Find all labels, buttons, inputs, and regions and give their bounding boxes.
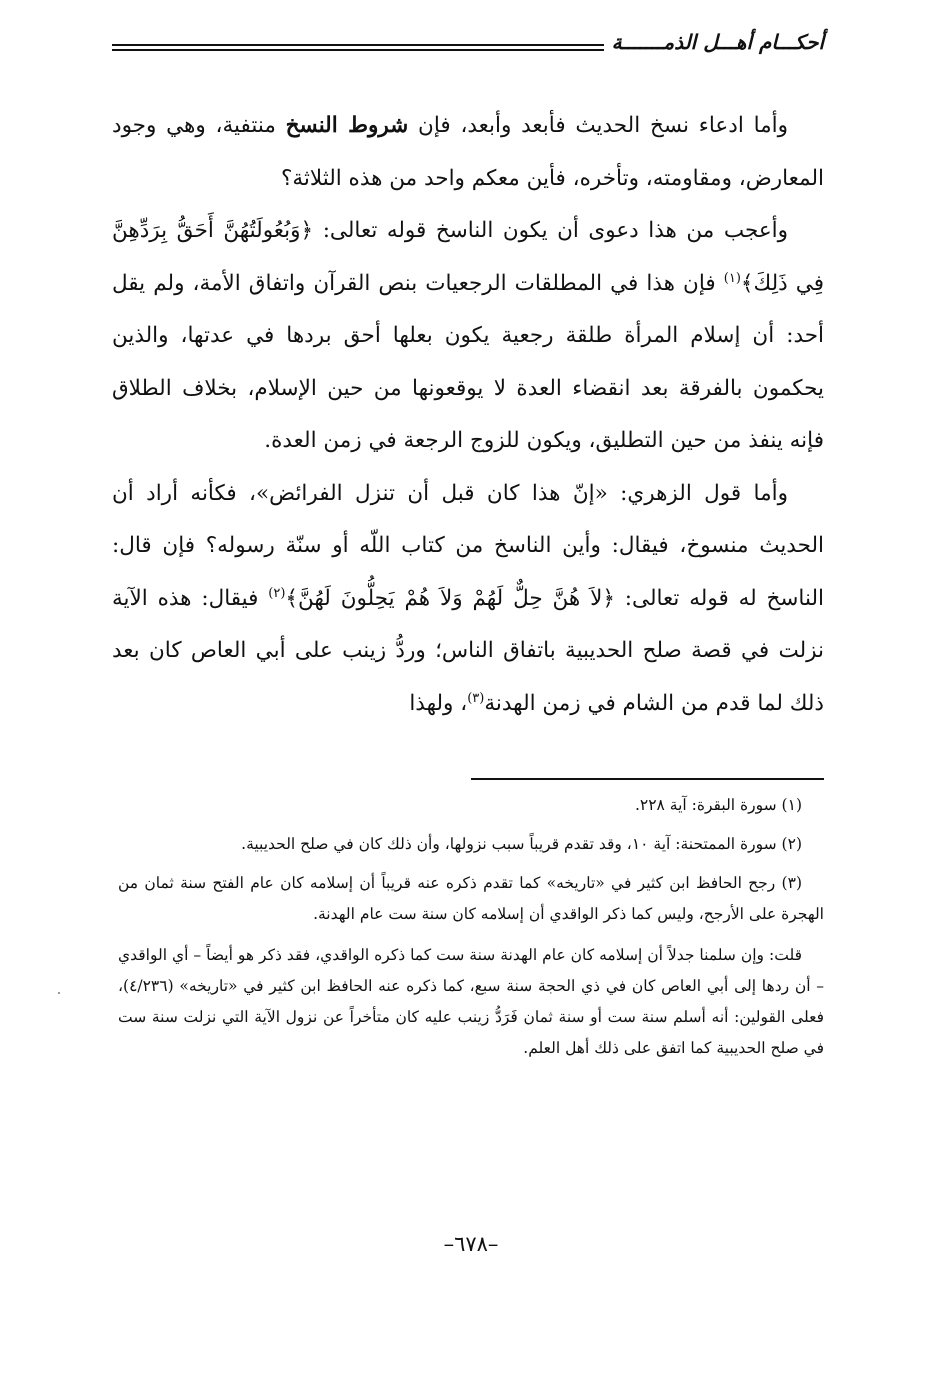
page-number: –٦٧٨– — [443, 1232, 499, 1256]
footnote-ref: (٢) — [268, 585, 286, 601]
running-header — [112, 26, 824, 66]
quran-verse: ﴿لاَ هُنَّ حِلٌّ لَهُمْ وَلاَ هُمْ يَحِلُّونَ لَهُنَّ﴾ — [285, 585, 615, 611]
footnote-3: (٣) رجح الحافظ ابن كثير في «تاريخه» كما تقدم ذكره عنه قريباً أن إسلامه كان عام الفتح سنة ثمان من الهجرة على الأرجح، وليس كما ذكر الواقدي أن إسلامه كان سنة ست عام الهدنة. — [118, 874, 824, 923]
footnote-ref: (١) — [723, 270, 741, 286]
footnote-1: (١) سورة البقرة: آية ٢٢٨. — [634, 796, 802, 814]
footnote-separator — [471, 778, 824, 780]
footnote-ref: (٣) — [467, 690, 485, 706]
paragraph-3: وأما قول الزهري: «إنّ هذا كان قبل أن تنزل الفرائض»، فكأنه أراد أن الحديث منسوخ، فيقال: وأين الناسخ من كتاب اللّه أو سنّة رسوله؟ فإن قال: الناسخ له قوله تعالى: ﴿لاَ هُنَّ حِلٌّ لَهُمْ وَلاَ هُمْ يَحِلُّونَ لَهُنَّ﴾$^{(٢)}$ فيقال: هذه الآية نزلت في قصة صلح الحديبية باتفاق الناس؛ وردُّ زينب على أبي العاص كان بعد ذلك لما قدم من الشام في زمن الهدنة$^{(٣)}$، ولهذا — [112, 480, 824, 716]
header-title: أحكـــام أهـــل الذمـــــــة — [604, 26, 824, 58]
footnote-3-note: قلت: وإن سلمنا جدلاً أن إسلامه كان عام الهدنة سنة ست كما ذكره الواقدي، فقد ذكر هو أيضاً – أي الواقدي – أن ردها إلى أبي العاص كان في ذي الحجة سنة سبع، كما ذكره عنه الحافظ ابن كثير في «تاريخه» (٤/٢٣٦)، فعلى القولين: أنه أسلم سنة ست أو سنة ثمان فَرَدُّ زينب عليه كان متأخراً عن نزول الآية التي نزلت سنة ست في صلح الحديبية كما اتفق على ذلك أهل العلم. — [118, 946, 824, 1057]
paragraph-1: وأما ادعاء نسخ الحديث فأبعد وأبعد، فإن شروط النسخ منتفية، وهي وجود المعارض، ومقاومته، وتأخره، فأين معكم واحد من هذه الثلاثة؟ — [112, 113, 824, 191]
footnotes — [118, 790, 824, 1072]
quran-verse: ﴿وَبُعُولَتُهُنَّ أَحَقُّ بِرَدِّهِنَّ فِي ذَلِكَ﴾ — [112, 218, 824, 296]
main-text — [112, 100, 824, 730]
margin-speck — [58, 992, 60, 994]
paragraph-2: وأعجب من هذا دعوى أن يكون الناسخ قوله تعالى: ﴿وَبُعُولَتُهُنَّ أَحَقُّ بِرَدِّهِنَّ فِي ذَلِكَ﴾$^{(١)}$ فإن هذا في المطلقات الرجعيات بنص القرآن واتفاق الأمة، ولم يقل أحد: أن إسلام المرأة طلقة رجعية يكون بعلها أحق بردها في عدتها، والذين يحكمون بالفرقة بعد انقضاء العدة لا يوقعونها من حين الإسلام، بخلاف الطلاق فإنه ينفذ من حين التطليق، ويكون للزوج الرجعة في زمن العدة. — [112, 218, 824, 453]
footnote-2: (٢) سورة الممتحنة: آية ١٠، وقد تقدم قريباً سبب نزولها، وأن ذلك كان في صلح الحديبية. — [241, 835, 802, 853]
bold-phrase: شروط النسخ — [285, 113, 409, 138]
